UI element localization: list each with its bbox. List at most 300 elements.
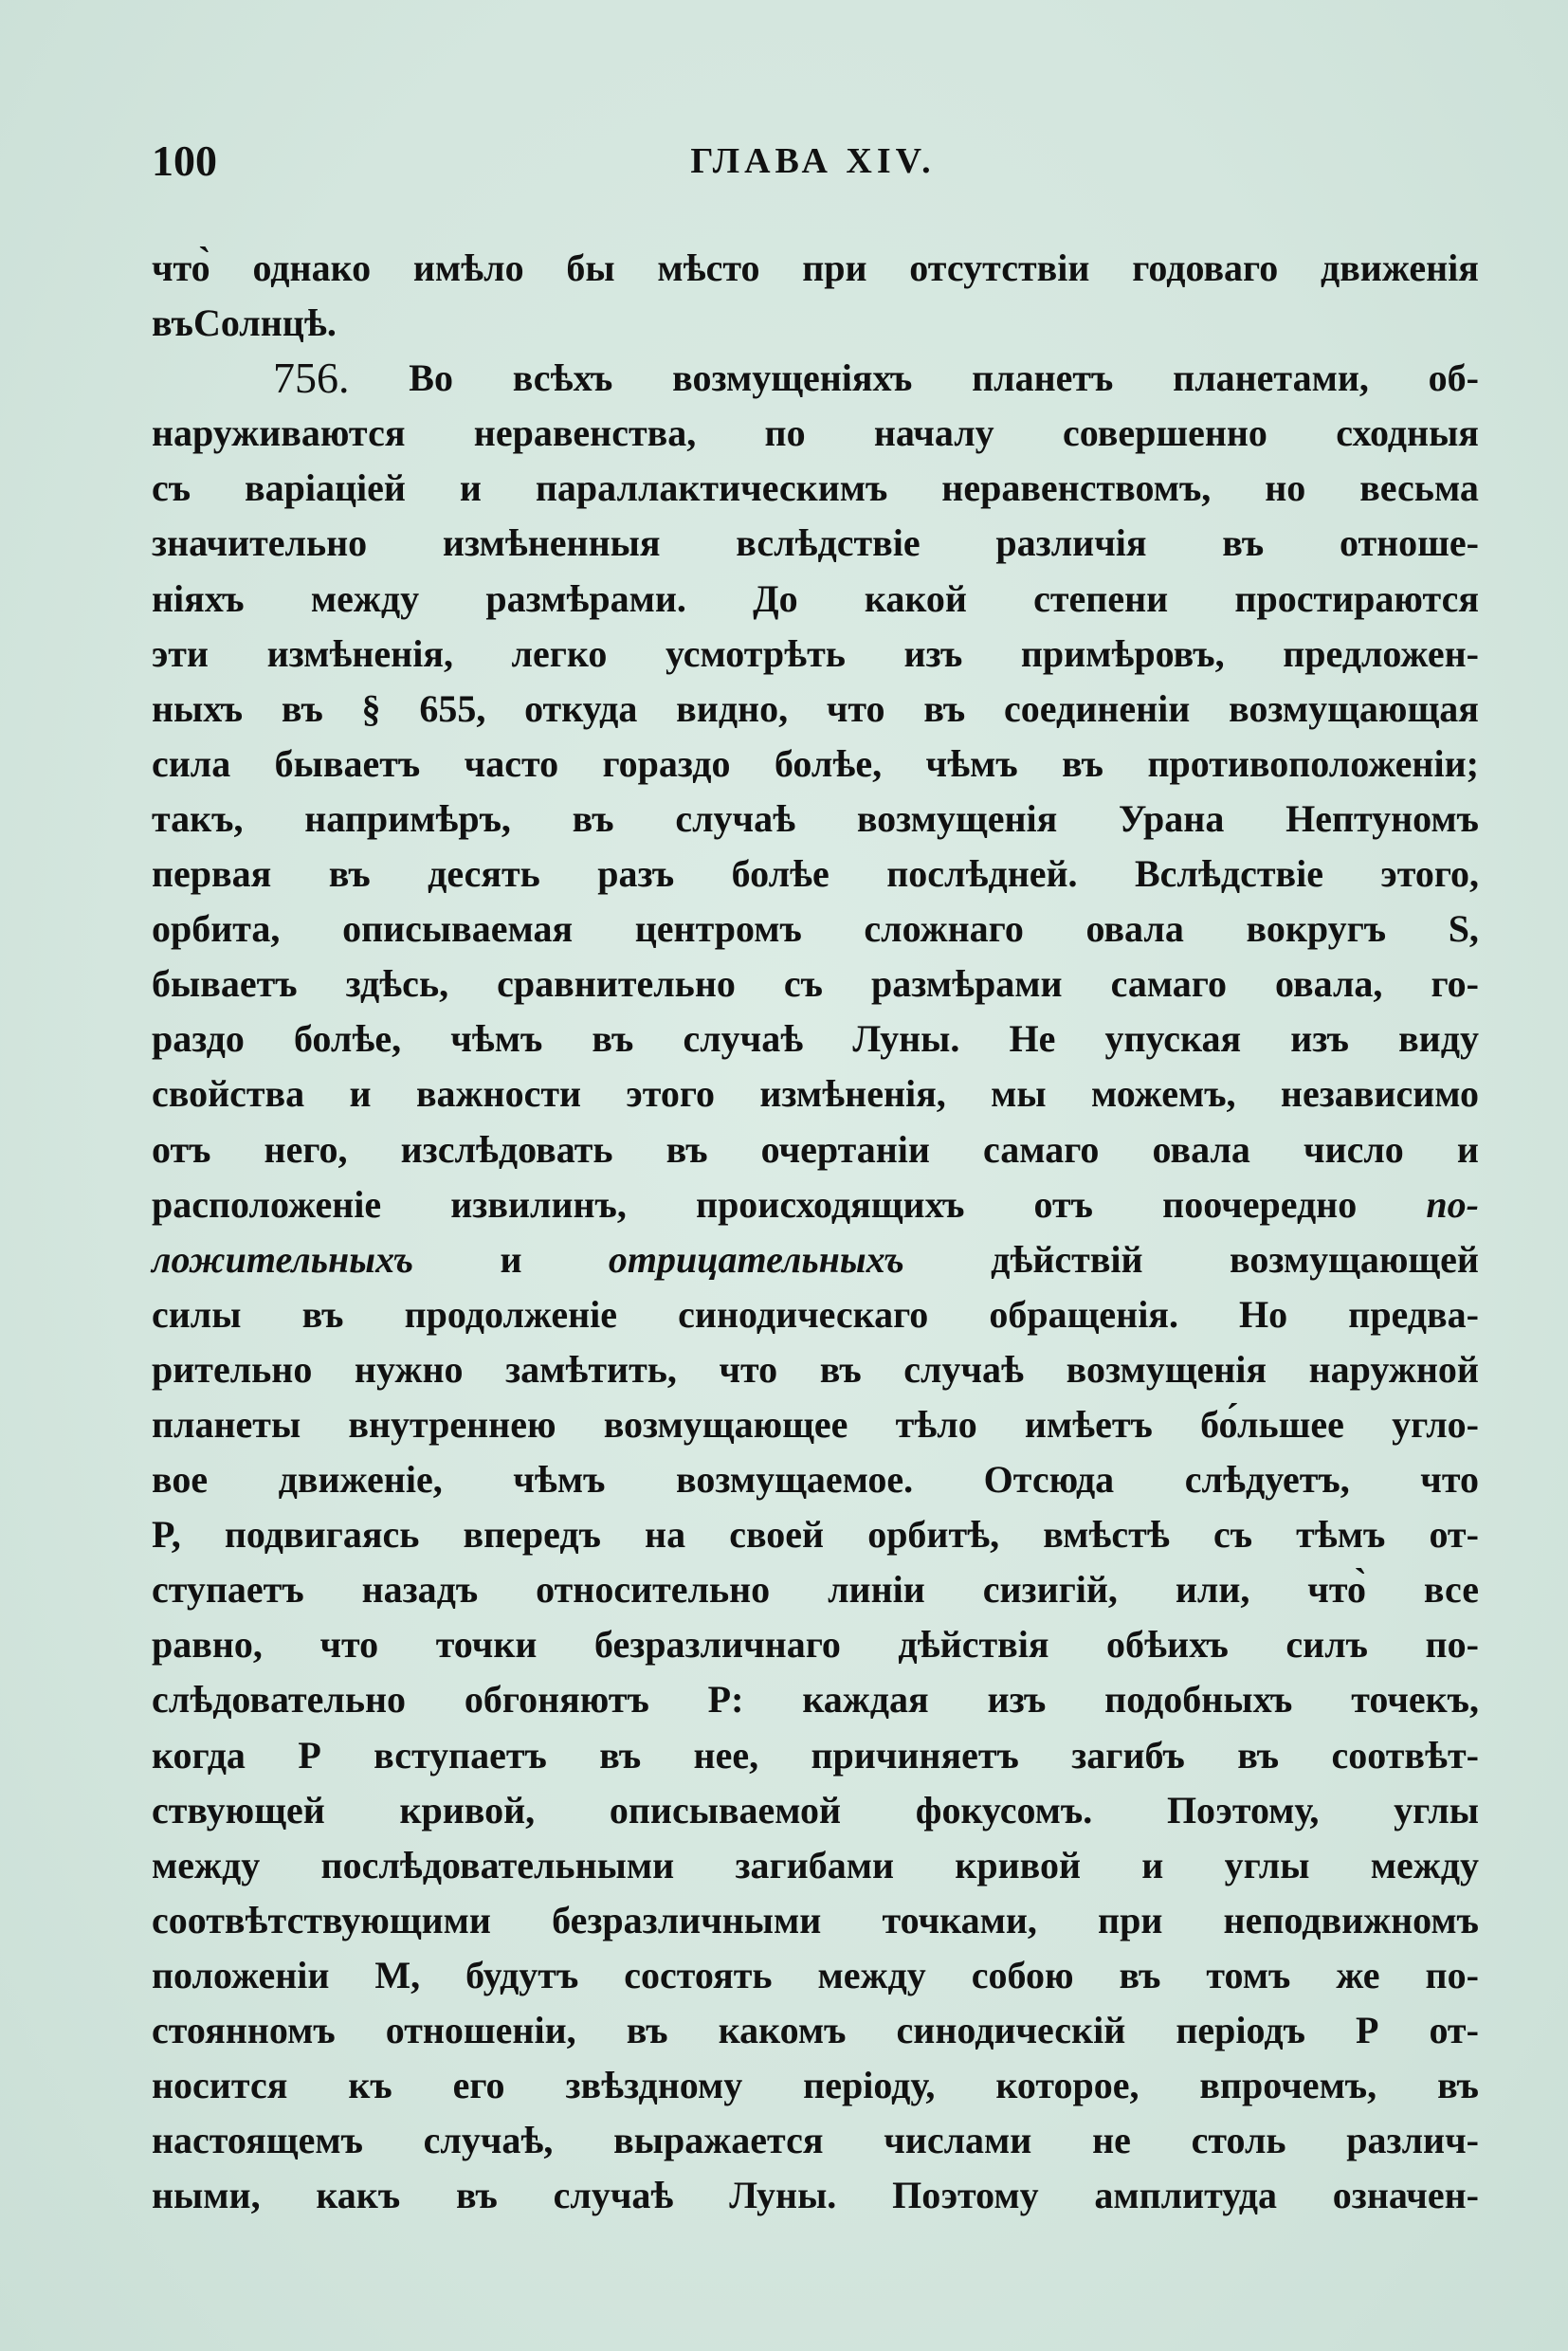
word: безразличнаго — [593, 1623, 841, 1667]
word: причиняетъ — [811, 1733, 1019, 1777]
word: между — [152, 1843, 261, 1886]
word: десять — [428, 852, 540, 896]
word: сравнительно — [497, 962, 736, 1006]
word: планеты — [152, 1402, 301, 1446]
word: описываемая — [342, 907, 574, 951]
word: предложен- — [1283, 631, 1479, 675]
word: 655, — [419, 686, 486, 730]
text-line — [152, 2113, 1479, 2168]
page-number: 100 — [152, 137, 217, 185]
word: періоду, — [803, 2064, 936, 2107]
word: P: — [707, 1678, 744, 1722]
word: видно, — [676, 686, 789, 730]
word: синодическій — [896, 2009, 1126, 2051]
text-line — [152, 902, 1479, 957]
text-line — [152, 1452, 1479, 1507]
word: въ — [1222, 521, 1265, 565]
body-text — [152, 241, 1479, 2223]
text-line — [152, 792, 1479, 847]
word: подобныхъ — [1104, 1678, 1293, 1722]
word: Поэтому, — [1166, 1788, 1320, 1832]
word: Луны. — [852, 1017, 960, 1061]
word: вступаетъ — [374, 1733, 547, 1777]
word: овала — [1152, 1127, 1250, 1171]
word: различія — [995, 521, 1147, 565]
text-line — [152, 1728, 1479, 1783]
word: слѣдуетъ, — [1184, 1458, 1350, 1502]
word: впередъ — [463, 1513, 601, 1557]
word: примѣровъ, — [1020, 631, 1225, 675]
word: возмущенія — [856, 796, 1058, 840]
page-header — [152, 133, 1474, 190]
word: него, — [264, 1127, 348, 1171]
word: что — [319, 1623, 379, 1667]
word: тѣло — [895, 1402, 977, 1446]
text-line — [152, 2003, 1479, 2058]
text-line — [152, 2168, 1479, 2223]
text-line — [152, 1617, 1479, 1672]
word: отрицательныхъ — [608, 1237, 904, 1281]
word: бы — [566, 246, 615, 289]
word: послѣдней. — [886, 852, 1078, 896]
word: болѣе — [731, 852, 830, 896]
word: когда — [152, 1733, 246, 1777]
word: обгоняютъ — [464, 1678, 649, 1722]
word: къ — [348, 2064, 392, 2107]
word: болѣе, — [293, 1017, 402, 1061]
word: углы — [1394, 1788, 1479, 1832]
word: чѣмъ — [450, 1017, 543, 1061]
word: въ — [1237, 1733, 1280, 1777]
word: овала, — [1275, 962, 1383, 1006]
word: Не — [1009, 1017, 1056, 1061]
word: степени — [1033, 576, 1169, 620]
word: отноше- — [1339, 521, 1479, 565]
word: возмущаемое. — [676, 1458, 914, 1502]
text-line — [152, 1011, 1479, 1066]
word: описываемой — [609, 1788, 842, 1832]
word: отношеніи, — [385, 2009, 576, 2051]
text-line — [152, 1783, 1479, 1838]
word: угло- — [1392, 1402, 1479, 1446]
word: размѣрами. — [485, 576, 686, 620]
word: очертаніи — [760, 1127, 930, 1171]
word: наруживаются — [152, 411, 406, 455]
text-line — [152, 737, 1479, 792]
word: расположеніе — [152, 1182, 382, 1226]
word: при — [1098, 1898, 1163, 1941]
word: планетами, — [1173, 356, 1369, 400]
word: противоположеніи; — [1147, 741, 1479, 785]
word: вокругъ — [1246, 907, 1387, 951]
word: относительно — [536, 1568, 771, 1612]
word: и — [500, 1237, 522, 1281]
text-line — [152, 1122, 1479, 1177]
word: силъ — [1285, 1623, 1368, 1667]
word: Вслѣдствіе — [1134, 852, 1323, 896]
word: измѣненія, — [759, 1072, 946, 1116]
word: съ — [783, 962, 823, 1006]
word: состоять — [624, 1953, 773, 1996]
text-line — [152, 957, 1479, 1011]
word: кривой, — [399, 1788, 536, 1832]
word: мы — [991, 1072, 1047, 1116]
word: точки — [435, 1623, 538, 1667]
word: что — [826, 686, 885, 730]
word: дѣйствія — [898, 1623, 1049, 1667]
word: которое, — [995, 2064, 1140, 2107]
word: фокусомъ. — [915, 1788, 1093, 1832]
text-line — [152, 241, 1479, 296]
word: по — [764, 411, 806, 455]
word: Нептуномъ — [1285, 796, 1479, 840]
word: варіаціей — [245, 466, 406, 510]
word: въ — [592, 1017, 634, 1061]
word: но — [1265, 466, 1306, 510]
word: въ — [455, 2174, 498, 2217]
word: все — [1423, 1568, 1479, 1612]
word: различ- — [1346, 2119, 1479, 2162]
text-line — [152, 1507, 1479, 1562]
word: продолженіе — [404, 1292, 618, 1336]
word: извилинъ, — [450, 1182, 627, 1226]
word: возмущающей — [1229, 1237, 1479, 1281]
text-line — [152, 1232, 1479, 1287]
word: однако — [252, 246, 372, 289]
word: и — [1141, 1843, 1164, 1886]
word: неравенства, — [473, 411, 697, 455]
word: Луны. — [729, 2174, 837, 2217]
word: загибъ — [1071, 1733, 1185, 1777]
word: нужно — [354, 1347, 464, 1391]
word: здѣсь, — [345, 962, 449, 1006]
word: между — [817, 1953, 926, 1996]
word: кривой — [955, 1843, 1082, 1886]
word: виду — [1398, 1017, 1479, 1061]
word: соединеніи — [1004, 686, 1191, 730]
word: выражается — [613, 2119, 824, 2162]
word: носится — [152, 2064, 288, 2107]
word: положеніи — [152, 1953, 330, 1996]
word: означен- — [1332, 2174, 1479, 2217]
word: орбита, — [152, 907, 281, 951]
word: въ — [572, 796, 614, 840]
word: самаго — [1110, 962, 1227, 1006]
word: изъ — [1290, 1017, 1349, 1061]
word: случаѣ — [675, 796, 796, 840]
word: равно, — [152, 1623, 263, 1667]
word: ствующей — [152, 1788, 325, 1832]
word: силы — [152, 1292, 242, 1336]
word: въ — [923, 686, 966, 730]
word: подвигаясь — [224, 1513, 420, 1557]
word: углы — [1224, 1843, 1310, 1886]
word: періодъ — [1176, 2009, 1305, 2051]
text-line — [152, 2058, 1479, 2113]
word: бываетъ — [152, 962, 298, 1006]
word: планетъ — [972, 356, 1114, 400]
word: собою — [971, 1953, 1074, 1996]
word: что — [719, 1347, 778, 1391]
word: въ — [301, 1292, 344, 1336]
word: первая — [152, 852, 272, 896]
word: не — [1092, 2119, 1131, 2162]
word: соотвѣтствующими — [152, 1898, 491, 1941]
word: центромъ — [634, 907, 802, 951]
word: измѣненныя — [442, 521, 661, 565]
word: ными, — [152, 2174, 261, 2217]
word: бо́льшее — [1200, 1402, 1344, 1446]
word: этого — [626, 1072, 715, 1116]
word: Солнцѣ. — [192, 301, 337, 345]
word: изслѣдовать — [400, 1127, 613, 1171]
word: по- — [1426, 1182, 1479, 1226]
text-line — [152, 1893, 1479, 1948]
word: линіи — [828, 1568, 925, 1612]
word: независимо — [1280, 1072, 1479, 1116]
text-line — [152, 1342, 1479, 1397]
word: движенія — [1320, 246, 1479, 289]
text-line — [152, 1177, 1479, 1232]
word: что̀ — [152, 246, 210, 289]
word: Во — [409, 356, 453, 400]
word: такъ, — [152, 796, 244, 840]
word: амплитуда — [1094, 2174, 1277, 2217]
text-line — [152, 1838, 1479, 1893]
word: сизигій, — [982, 1568, 1118, 1612]
word: весьма — [1359, 466, 1479, 510]
word: томъ — [1206, 1953, 1291, 1996]
word: или, — [1175, 1568, 1250, 1612]
word: годоваго — [1132, 246, 1279, 289]
text-line — [152, 516, 1479, 571]
word: безразличными — [552, 1898, 822, 1941]
word: гораздо — [602, 741, 731, 785]
word: изъ — [903, 631, 963, 675]
word: обѣихъ — [1106, 1623, 1229, 1667]
word: въ — [328, 852, 371, 896]
word: 756. — [273, 354, 350, 403]
word: напримѣръ, — [304, 796, 511, 840]
word: усмотрѣть — [665, 631, 846, 675]
word: свойства — [152, 1072, 305, 1116]
word: неподвижномъ — [1223, 1898, 1479, 1941]
word: впрочемъ, — [1199, 2064, 1377, 2107]
word: § — [361, 686, 381, 730]
word: ніяхъ — [152, 576, 245, 620]
word: имѣло — [412, 246, 524, 289]
word: слѣдовательно — [152, 1678, 407, 1722]
word: сходныя — [1336, 411, 1479, 455]
word: раздо — [152, 1017, 245, 1061]
chapter-heading: ГЛАВА XIV. — [690, 141, 936, 181]
word: какой — [864, 576, 967, 620]
word: синодическаго — [678, 1292, 929, 1336]
word: неравенствомъ, — [941, 466, 1212, 510]
word: S, — [1448, 907, 1479, 951]
word: размѣрами — [871, 962, 1063, 1006]
word: возмущеніяхъ — [672, 356, 913, 400]
word: движеніе, — [278, 1458, 443, 1502]
word: точекъ, — [1351, 1678, 1479, 1722]
word: сила — [152, 741, 231, 785]
text-line — [152, 1948, 1479, 2003]
word: возмущенія — [1066, 1347, 1267, 1391]
word: своей — [729, 1513, 825, 1557]
word: Урана — [1118, 796, 1225, 840]
text-line — [152, 1397, 1479, 1452]
word: обращенія. — [989, 1292, 1178, 1336]
word: рительно — [152, 1347, 313, 1391]
text-line — [152, 1287, 1479, 1342]
word: каждая — [802, 1678, 929, 1722]
word: измѣненія, — [266, 631, 453, 675]
text-line — [152, 406, 1479, 461]
word: съ — [1212, 1513, 1253, 1557]
word: бываетъ — [274, 741, 421, 785]
word: Поэтому — [892, 2174, 1039, 2217]
word: чѣмъ — [513, 1458, 606, 1502]
word: мѣсто — [657, 246, 760, 289]
word: отсутствіи — [909, 246, 1090, 289]
word: го- — [1431, 962, 1479, 1006]
word: наружной — [1308, 1347, 1479, 1391]
word: какомъ — [718, 2009, 847, 2051]
word: упуская — [1104, 1017, 1242, 1061]
word: простираются — [1234, 576, 1479, 620]
word: об- — [1428, 356, 1479, 400]
word: болѣе, — [774, 741, 883, 785]
word: случаѣ — [903, 1347, 1025, 1391]
word: важности — [415, 1072, 582, 1116]
word: замѣтить, — [505, 1347, 677, 1391]
word: разъ — [597, 852, 675, 896]
word: параллактическимъ — [535, 466, 888, 510]
word: возмущающее — [603, 1402, 848, 1446]
word: P — [1355, 2009, 1379, 2051]
word: До — [753, 576, 798, 620]
text-line — [152, 351, 1479, 406]
word: будутъ — [465, 1953, 579, 1996]
word: и — [349, 1072, 372, 1116]
word: въ — [819, 1347, 862, 1391]
word: эти — [152, 631, 209, 675]
word: от- — [1429, 1513, 1479, 1557]
word: звѣздному — [565, 2064, 743, 2107]
text-line — [152, 847, 1479, 902]
word: въ — [665, 1127, 708, 1171]
word: въ — [1119, 1953, 1161, 1996]
word: число — [1303, 1127, 1404, 1171]
word: Отсюда — [983, 1458, 1115, 1502]
word: отъ — [152, 1127, 211, 1171]
word: настоящемъ — [152, 2119, 363, 2162]
text-line — [152, 296, 1479, 351]
word: тѣмъ — [1296, 1513, 1386, 1557]
word: поочередно — [1162, 1182, 1358, 1226]
word: легко — [511, 631, 608, 675]
word: всѣхъ — [512, 356, 613, 400]
word: дѣйствій — [991, 1237, 1143, 1281]
word: этого, — [1380, 852, 1479, 896]
word: вое — [152, 1458, 209, 1502]
word: изъ — [987, 1678, 1047, 1722]
word: случаѣ, — [423, 2119, 554, 2162]
word: вмѣстѣ — [1043, 1513, 1170, 1557]
word: съ — [152, 466, 191, 510]
word: чѣмъ — [925, 741, 1018, 785]
word: предва- — [1348, 1292, 1479, 1336]
text-line — [152, 627, 1479, 682]
word: какъ — [316, 2174, 401, 2217]
word: происходящихъ — [696, 1182, 965, 1226]
word: столь — [1191, 2119, 1286, 2162]
word: его — [452, 2064, 505, 2107]
word: вслѣдствіе — [736, 521, 921, 565]
word: что — [1420, 1458, 1479, 1502]
word: случаѣ — [683, 1017, 804, 1061]
word: откуда — [524, 686, 638, 730]
word: случаѣ — [553, 2174, 674, 2217]
word: стоянномъ — [152, 2009, 336, 2051]
word: ложительныхъ — [152, 1237, 414, 1281]
word: совершенно — [1062, 411, 1267, 455]
word: на — [645, 1513, 686, 1557]
word: между — [1370, 1843, 1479, 1886]
word: соотвѣт- — [1331, 1733, 1479, 1777]
word: ныхъ — [152, 686, 244, 730]
word: часто — [464, 741, 559, 785]
word: же — [1336, 1953, 1380, 1996]
word: и — [459, 466, 482, 510]
text-line — [152, 1562, 1479, 1617]
word: P — [298, 1733, 321, 1777]
word: Но — [1239, 1292, 1288, 1336]
word: послѣдовательными — [320, 1843, 675, 1886]
word: началу — [873, 411, 994, 455]
word: въ — [1437, 2064, 1479, 2107]
word: имѣетъ — [1024, 1402, 1153, 1446]
word: въ — [1062, 741, 1104, 785]
word: въ — [152, 301, 193, 345]
text-line — [152, 572, 1479, 627]
word: возмущающая — [1229, 686, 1479, 730]
word: и — [1456, 1127, 1479, 1171]
word: назадъ — [361, 1568, 479, 1612]
word: точками, — [882, 1898, 1037, 1941]
word: овала — [1085, 907, 1184, 951]
word: сложнаго — [864, 907, 1024, 951]
word: при — [802, 246, 867, 289]
word: можемъ, — [1091, 1072, 1236, 1116]
word: числами — [884, 2119, 1032, 2162]
word: загибами — [735, 1843, 895, 1886]
word: орбитѣ, — [867, 1513, 1000, 1557]
text-line — [152, 461, 1479, 516]
word: P, — [152, 1513, 181, 1557]
text-line — [152, 1672, 1479, 1727]
word: въ — [281, 686, 323, 730]
word: по- — [1425, 1953, 1479, 1996]
word: самаго — [983, 1127, 1100, 1171]
word: от- — [1429, 2009, 1479, 2051]
word: въ — [599, 1733, 642, 1777]
word: значительно — [152, 521, 368, 565]
word: что̀ — [1307, 1568, 1366, 1612]
text-line — [152, 682, 1479, 737]
word: нее, — [693, 1733, 759, 1777]
word: ступаетъ — [152, 1568, 304, 1612]
